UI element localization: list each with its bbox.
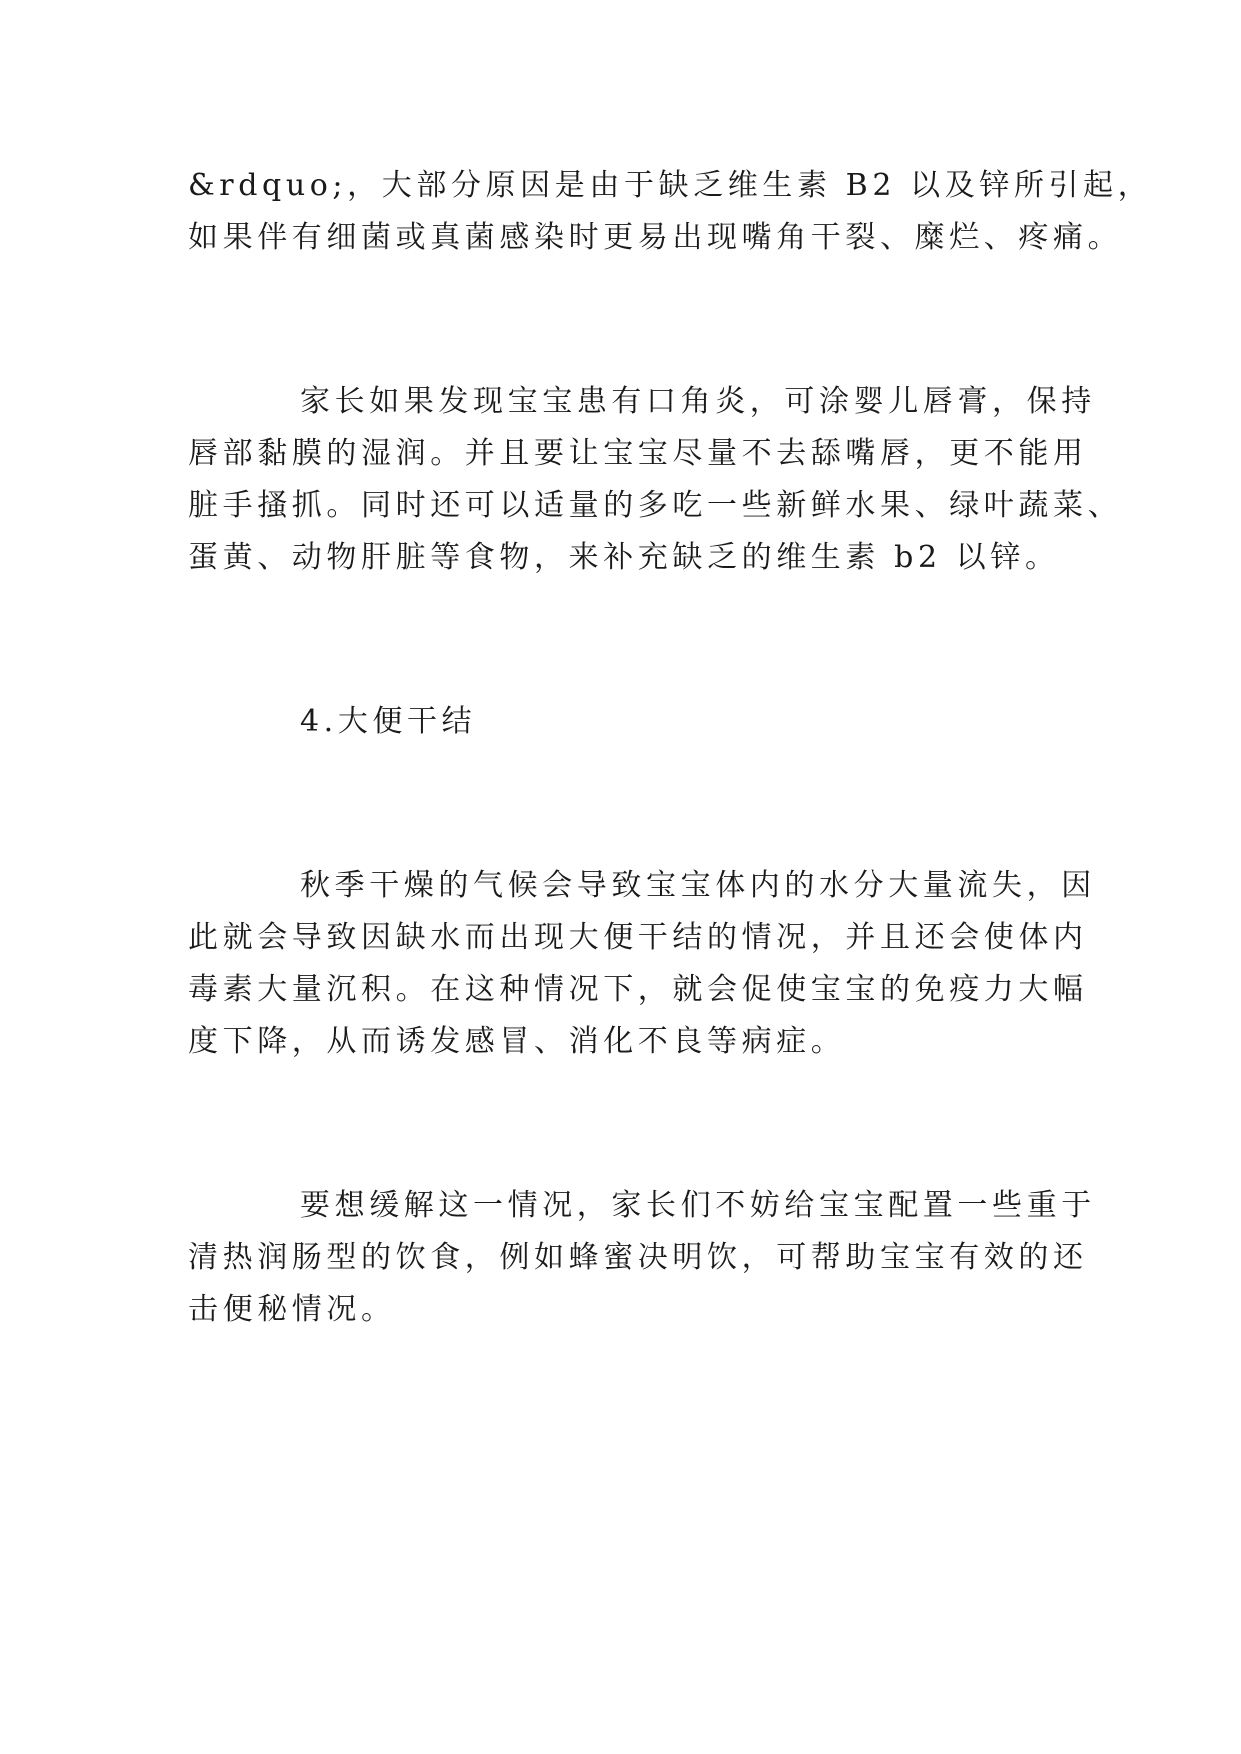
paragraph-3-line-4: 度下降，从而诱发感冒、消化不良等病症。	[188, 1024, 846, 1059]
section-heading: 4.大便干结	[300, 704, 477, 739]
paragraph-1-line-1: &rdquo;，大部分原因是由于缺乏维生素 B2 以及锌所引起，	[188, 168, 1153, 203]
paragraph-4-line-1: 要想缓解这一情况，家长们不妨给宝宝配置一些重于	[300, 1188, 1096, 1223]
paragraph-2-line-1: 家长如果发现宝宝患有口角炎，可涂婴儿唇膏，保持	[300, 384, 1096, 419]
paragraph-3-line-1: 秋季干燥的气候会导致宝宝体内的水分大量流失，因	[300, 868, 1096, 903]
paragraph-4-line-2: 清热润肠型的饮食，例如蜂蜜决明饮，可帮助宝宝有效的还	[188, 1240, 1088, 1275]
paragraph-1-line-2: 如果伴有细菌或真菌感染时更易出现嘴角干裂、糜烂、疼痛。	[188, 220, 1123, 255]
paragraph-2-line-2: 唇部黏膜的湿润。并且要让宝宝尽量不去舔嘴唇，更不能用	[188, 436, 1088, 471]
paragraph-2-line-4: 蛋黄、动物肝脏等食物，来补充缺乏的维生素 b2 以锌。	[188, 540, 1060, 575]
paragraph-3-line-3: 毒素大量沉积。在这种情况下，就会促使宝宝的免疫力大幅	[188, 972, 1088, 1007]
paragraph-3-line-2: 此就会导致因缺水而出现大便干结的情况，并且还会使体内	[188, 920, 1088, 955]
paragraph-4-line-3: 击便秘情况。	[188, 1292, 396, 1327]
paragraph-2-line-3: 脏手搔抓。同时还可以适量的多吃一些新鲜水果、绿叶蔬菜、	[188, 488, 1123, 523]
